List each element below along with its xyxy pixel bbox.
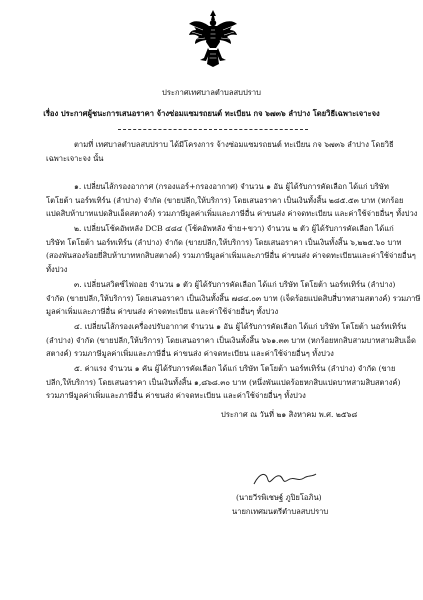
item-line: ๕. ค่าแรง จำนวน ๑ คัน ผู้ได้รับการคัดเลือก ได้แก่ บริษัท โตโยต้า นอร์ทเทิร์น (ลำปาง) จำกัด (ขาย (74, 364, 396, 373)
item-line: สตางค์) รวมภาษีมูลค่าเพิ่มและภาษีอื่น ค่าขนส่ง ค่าจดทะเบียน และค่าใช้จ่ายอื่นๆ ทั้งปวง (46, 349, 334, 358)
intro-line: ตามที่ เทศบาลตำบลสบปราบ ได้มีโครงการ จ้างซ่อมแซมรถยนต์ ทะเบียน กจ ๖๗๓๖ ลำปาง โดยวิธี (74, 140, 394, 149)
item-line: ปลีก,ให้บริการ) โดยเสนอราคา เป็นเงินทั้งสิ้น ๑,๘๖๘.๓๐ บาท (หนึ่งพันแปดร้อยหกสิบแปดบาทสามสิบสตางค์) (46, 377, 401, 387)
item-line: แปดสิบห้าบาทแปดสิบเอ็ดสตางค์) รวมภาษีมูลค่าเพิ่มและภาษีอื่น ค่าขนส่ง ค่าจดทะเบียน และค่าใช้จ่ายอื่นๆ ทั้งปวง (46, 209, 418, 218)
garuda-emblem-icon (187, 8, 239, 68)
announcement-title: ประกาศเทศบาลตำบลสบปราบ (162, 88, 261, 97)
intro-line: เฉพาะเจาะจง นั้น (46, 153, 104, 163)
item-line: ๒. เปลี่ยนโช้คอัพหลัง DCB ๔๘๔ (โช้คอัพหลัง ซ้าย+ขวา) จำนวน ๒ ตัว ผู้ได้รับการคัดเลือก ได้แก่ (74, 224, 394, 233)
item-2 (46, 222, 416, 276)
divider (118, 129, 308, 130)
item-line: รวมภาษีมูลค่าเพิ่มและภาษีอื่น ค่าขนส่ง ค่าจดทะเบียน และค่าใช้จ่ายอื่นๆ ทั้งปวง (46, 391, 306, 400)
item-line: ๓. เปลี่ยนสวิตซ์ไฟถอย จำนวน ๑ ตัว ผู้ได้รับการคัดเลือก ได้แก่ บริษัท โตโยต้า นอร์ทเทิร์น (ลำปาง) (74, 280, 396, 289)
item-1 (46, 180, 418, 221)
item-line: บริษัท โตโยต้า นอร์ทเทิร์น (ลำปาง) จำกัด (ขายปลีก,ให้บริการ) โดยเสนอราคา เป็นเงินทั้งสิ้น ๖,๒๒๕.๖๐ บาท (46, 237, 402, 247)
item-line: ๑. เปลี่ยนไส้กรองอากาศ (กรองแอร์+กรองอากาศ) จำนวน ๑ อัน ผู้ได้รับการคัดเลือก ได้แก่ บริษัท (74, 182, 389, 191)
item-5 (46, 362, 401, 403)
item-line: ทั้งปวง (46, 264, 68, 274)
item-line: โตโยต้า นอร์ทเทิร์น (ลำปาง) จำกัด (ขายปลีก,ให้บริการ) โดยเสนอราคา เป็นเงินทั้งสิ้น ๒๘๕.๕๓ บาท (หกร้อย (46, 195, 404, 205)
item-4 (46, 320, 416, 361)
item-line: (สองพันสองร้อยยี่สิบห้าบาทหกสิบสตางค์) รวมภาษีมูลค่าเพิ่มและภาษีอื่น ค่าขนส่ง ค่าจดทะเบียนและค่าใช้จ่ายอื่นๆ (46, 251, 416, 260)
signatory-position: นายกเทศมนตรีตำบลสบปราบ (232, 507, 329, 516)
intro-paragraph (46, 138, 414, 165)
item-line: ๔. เปลี่ยนไส้กรองเครื่องปรับอากาศ จำนวน ๑ อัน ผู้ได้รับการคัดเลือก ได้แก่ บริษัท โตโยต้า นอร์ทเทิร์น (74, 322, 407, 331)
signature-image (250, 468, 320, 490)
item-line: จำกัด (ขายปลีก,ให้บริการ) โดยเสนอราคา เป็นเงินทั้งสิ้น ๗๘๔.๐๓ บาท (เจ็ดร้อยแปดสิบสี่บาทสามสตางค์) รวมภาษี (46, 293, 421, 303)
item-line: มูลค่าเพิ่มและภาษีอื่น ค่าขนส่ง ค่าจดทะเบียน และค่าใช้จ่ายอื่นๆ ทั้งปวง (46, 307, 279, 316)
announcement-date: ประกาศ ณ วันที่ ๒๑ สิงหาคม พ.ศ. ๒๕๖๘ (221, 410, 358, 419)
item-3 (46, 278, 421, 319)
signatory-name: (นายวีรพิเชษฐ์ ภูปิยโอภิน) (236, 493, 322, 502)
item-line: (ลำปาง) จำกัด (ขายปลีก,ให้บริการ) โดยเสนอราคา เป็นเงินทั้งสิ้น ๖๖๑.๓๓ บาท (หกร้อยหกสิบสามบาทสามสิบเอ็ด (46, 335, 416, 345)
announcement-subject: เรื่อง ประกาศผู้ชนะการเสนอราคา จ้างซ่อมแซมรถยนต์ ทะเบียน กจ ๖๗๓๖ ลำปาง โดยวิธีเฉพาะเจาะจง (43, 109, 380, 118)
